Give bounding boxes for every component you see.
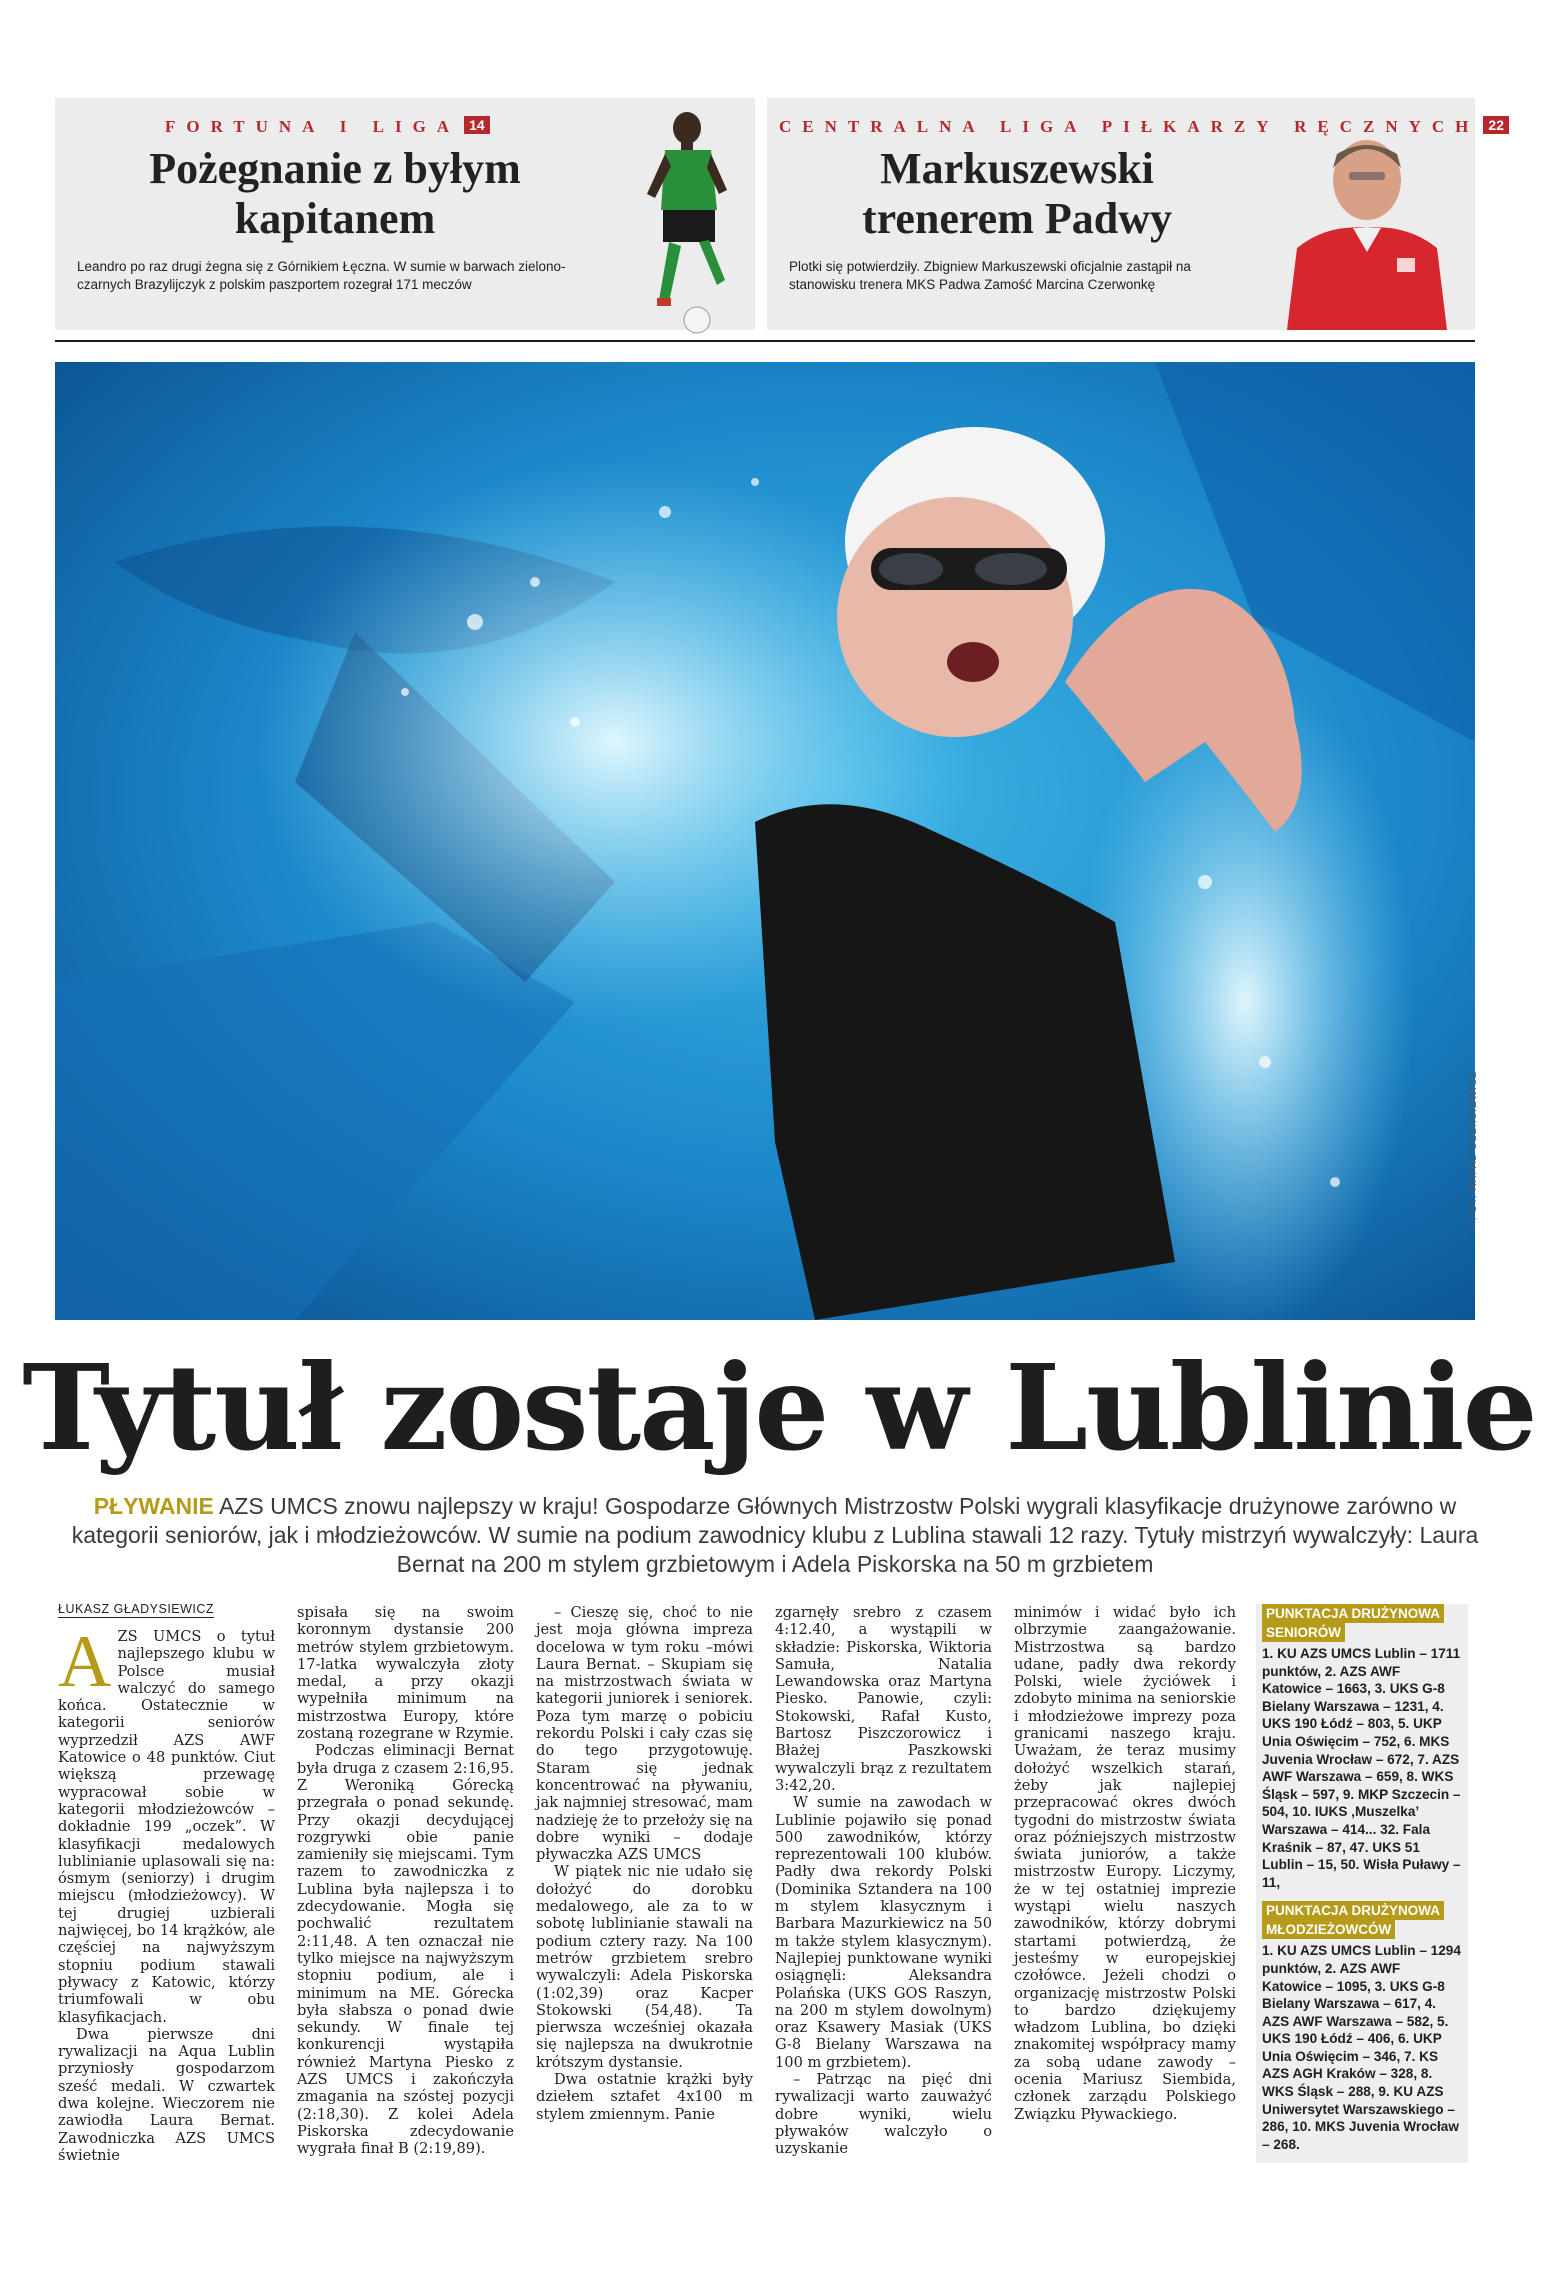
paragraph: spisała się na swoim koronnym dystansie 200 metrów stylem grzbietowym. 17-latka wywalczyła złoty medal, a przy okazji wypełniła minimum na mistrzostwa Europy, które zostaną rozegrane w Rzymie. xyxy=(297,1604,514,1743)
standings-title: PUNKTACJA DRUŻYNOWA xyxy=(1262,1901,1444,1920)
section-label: PŁYWANIE xyxy=(93,1493,214,1519)
article-column-2 xyxy=(297,1604,514,2158)
standings-list: 1. KU AZS UMCS Lublin – 1294 punktów, 2. AZS AWF Katowice – 1095, 3. UKS G-8 Bielany Warszawa – 617, 4. AZS AWF Warszawa – 582, 5. UKS 190 Łódź – 406, 6. UKP Unia Oświęcim – 346, 7. KS AZS AGH Kraków – 328, 8. WKS Śląsk – 288, 9. KU AZS Uniwersytet Warszawskiego – 286, 10. MKS Juvenia Wrocław – 268. xyxy=(1262,1943,1461,2152)
standings-list: 1. KU AZS UMCS Lublin – 1711 punktów, 2. AZS AWF Katowice – 1663, 3. UKS G-8 Bielany Warszawa – 1231, 4. UKS 190 Łódź – 803, 5. UKP Unia Oświęcim – 752, 6. MKS Juvenia Wrocław – 672, 7. AZS AWF Warszawa – 659, 8. WKS Śląsk – 597, 9. MKP Szczecin – 504, 10. IUKS ‚Muszelka’ Warszawa – 414... 32. Fala Kraśnik – 87, 47. UKS 51 Lublin – 15, 50. Wisła Puławy – 11, xyxy=(1262,1646,1461,1890)
article-column-5 xyxy=(1014,1604,1236,2123)
paragraph: W piątek nic nie udało się dołożyć do dorobku medalowego, ale za to w sobotę lublinianie stawali na podium cztery razy. Na 100 metrów grzbietem srebro wywalczyli: Adela Piskorska (1:02,39) oraz Kacper Stokowski (54,48). Ta pierwsza wcześniej okazała się najlepsza na dwukrotnie krótszym dystansie. xyxy=(536,1863,753,2071)
byline: ŁUKASZ GŁADYSIEWICZ xyxy=(58,1602,215,1616)
teaser-kicker: FORTUNA I LIGA 14 xyxy=(165,116,490,137)
page-number-badge: 22 xyxy=(1483,116,1509,134)
teaser-handball-league[interactable] xyxy=(767,98,1504,330)
paragraph: – Cieszę się, choć to nie jest moja główna impreza docelowa w tym roku –mówi Laura Bernat. – Skupiam się na mistrzostwach świata w kategorii juniorek i seniorek. Poza tym marzę o pobiciu rekordu Polski i cały czas się do tego przygotowuję. Staram się jednak koncentrować na pływaniu, jak najmniej stresować, mam nadzieję że to przełoży się na dobre wyniki – dodaje pływaczka AZS UMCS xyxy=(536,1604,753,1864)
paragraph: ZS UMCS o tytuł najlepszego klubu w Polsce musiał walczyć do samego końca. Ostatecznie w kategorii seniorów wyprzedził AZS AWF Katowice o 48 punktów. Ciut większą przewagę wypracował sobie w kategorii młodzieżowców – dokładnie 199 „oczek”. W klasyfikacji medalowych lublinianie uplasowali się na: ósmym (seniorzy) i drugim miejscu (młodzieżowcy). W tej drugiej uzbierali najwięcej, bo 14 krążków, ale częściej na najwyższym stopniu podium stawali pływacy z Katowic, którzy triumfowali w obu klasyfikacjach. xyxy=(58,1628,275,2026)
deck-text: AZS UMCS znowu najlepszy w kraju! Gospodarze Głównych Mistrzostw Polski wygrali klasyfikacje drużynowe zarówno w kategorii seniorów, jak i młodzieżowców. W sumie na podium zawodnicy klubu z Lublina stawali 12 razy. Tytuły mistrzyń wywalczyły: Laura Bernat na 200 m stylem grzbietowym i Adela Piskorska na 50 m grzbietem xyxy=(71,1493,1479,1577)
paragraph: Dwa pierwsze dni rywalizacji na Aqua Lublin przyniosły gospodarzom sześć medali. W czwartek dwa kolejne. Wieczorem nie zawiodła Laura Bernat. Zawodniczka AZS UMCS świetnie xyxy=(58,2025,275,2164)
standings-sidebar xyxy=(1256,1604,1468,2163)
article-headline: Tytuł zostaje w Lublinie xyxy=(22,1338,1536,1477)
footballer-photo xyxy=(625,110,745,340)
drop-cap: A xyxy=(58,1621,112,1703)
photo-credit: FOT. RAFAŁ OLEKSIEWICZ xyxy=(1468,1070,1479,1220)
teaser-kicker: CENTRALNA LIGA PIŁKARZY RĘCZNYCH 22 xyxy=(779,116,1509,137)
paragraph: – Patrząc na pięć dni rywalizacji warto zauważyć dobre wyniki, wielu pływaków walczyło o uzyskanie xyxy=(775,2071,992,2158)
header-divider xyxy=(55,340,1475,342)
seniors-standings xyxy=(1256,1604,1468,1901)
article-column-3 xyxy=(536,1604,753,2123)
article-deck xyxy=(70,1492,1480,1579)
standings-title: PUNKTACJA DRUŻYNOWA xyxy=(1262,1604,1444,1623)
teaser-title: Markuszewski trenerem Padwy xyxy=(862,144,1172,243)
coach-photo xyxy=(1267,128,1467,330)
teaser-title: Pożegnanie z byłym kapitanem xyxy=(149,144,521,243)
paragraph: W sumie na zawodach w Lublinie pojawiło się ponad 500 zawodników, którzy reprezentowali 100 klubów. Padły dwa rekordy Polski (Dominika Sztandera na 100 m stylem klasycznym i Barbara Mazurkiewicz na 50 m także stylem klasycznym). Najlepiej punktowane wyniki osiągnęli: Aleksandra Polańska (UKS GOS Raszyn, na 200 m stylem dowolnym) oraz Ksawery Masiak (UKS G-8 Bielany Warszawa na 100 m grzbietem). xyxy=(775,1794,992,2071)
standings-subtitle: SENIORÓW xyxy=(1262,1623,1345,1642)
article-column-1 xyxy=(58,1621,275,2164)
paragraph: zgarnęły srebro z czasem 4:12.40, a wystąpili w składzie: Piskorska, Wiktoria Samuła, Natalia Lewandowska oraz Martyna Piesko. Panowie, czyli: Stokowski, Rafał Kusto, Bartosz Piszczorowicz i Błażej Paszkowski wywalczyli brąz z rezultatem 3:42,20. xyxy=(775,1604,992,1794)
teaser-lead: Plotki się potwierdziły. Zbigniew Markuszewski oficjalnie zastąpił na stanowisku trenera MKS Padwa Zamość Marcina Czerwonkę xyxy=(789,259,1191,292)
swimmer-photo xyxy=(55,362,1475,1320)
youth-standings xyxy=(1256,1901,1468,2163)
teaser-fortuna-liga[interactable] xyxy=(55,98,755,330)
teaser-lead: Leandro po raz drugi żegna się z Górnikiem Łęczna. W sumie w barwach zielono-czarnych Brazylijczyk z polskim paszportem rozegrał 171 meczów xyxy=(77,259,566,292)
standings-subtitle: MŁODZIEŻOWCÓW xyxy=(1262,1920,1395,1939)
paragraph: Podczas eliminacji Bernat była druga z czasem 2:16,95. Z Weroniką Górecką przegrała o ponad sekundę. Przy okazji decydującej rozgrywki obie panie zamieniły się miejscami. Tym razem to zawodniczka z Lublina była najlepsza i to zdecydowanie. Mogła się pochwalić rezultatem 2:11,48. A ten oznaczał nie tylko miejsce na najwyższym stopniu podium, ale i minimum na ME. Górecka była słabsza o ponad dwie sekundy. W finale tej konkurencji wystąpiła również Martyna Piesko z AZS UMCS i zakończyła zmagania na szóstej pozycji (2:18,30). Z kolei Adela Piskorska zdecydowanie wygrała finał B (2:19,89). xyxy=(297,1742,514,2158)
paragraph: Dwa ostatnie krążki były dziełem sztafet 4x100 m stylem zmiennym. Panie xyxy=(536,2071,753,2123)
page-number-badge: 14 xyxy=(464,116,490,134)
article-column-4 xyxy=(775,1604,992,2158)
paragraph: minimów i widać było ich olbrzymie zaangażowanie. Mistrzostwa są bardzo udane, padły dwa rekordy Polski, wiele życiówek i zdobyto minima na seniorskie i młodzieżowe imprezy poza granicami naszego kraju. Uważam, że teraz musimy dołożyć wszelkich starań, żeby jak najlepiej przepracować okres dwóch tygodni do mistrzostw świata oraz późniejszych mistrzostw świata juniorów, a także mistrzostw Europy. Liczymy, że w tej ostatniej imprezie wystąpi wielu naszych zawodników, którzy dobrymi startami potwierdzą, że jesteśmy w europejskiej czołówce. Jeżeli chodzi o organizację mistrzostw Polski to bardzo dziękujemy władzom Lublina, bo dzięki znakomitej współpracy mamy za sobą udane zawody – ocenia Mariusz Siembida, członek zarządu Polskiego Związku Pływackiego. xyxy=(1014,1604,1236,2123)
